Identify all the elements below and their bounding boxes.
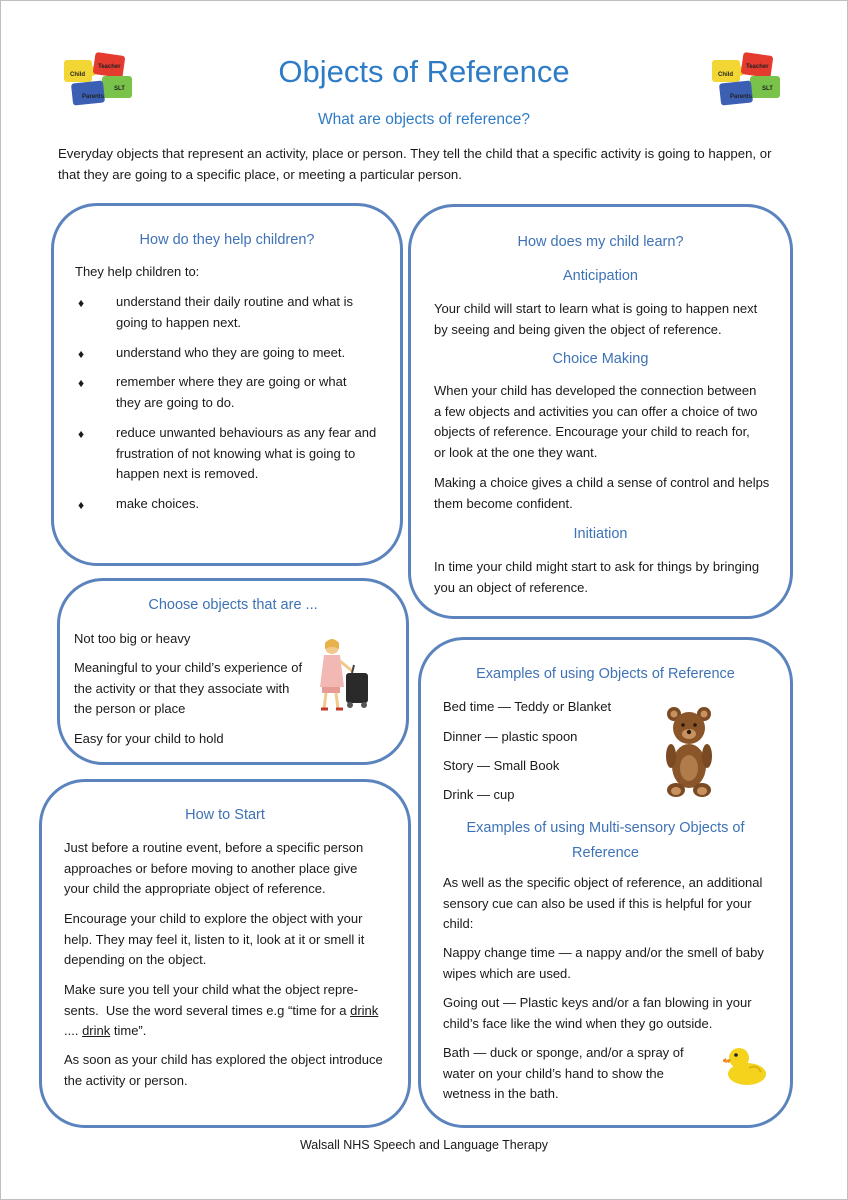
page-title: Objects of Reference xyxy=(278,54,570,89)
learn-heading: How does my child learn? xyxy=(517,234,684,250)
multisensory-item: Going out — Plastic keys and/or a fan blowing in your child’s face like the wind when they go outside. xyxy=(443,995,752,1031)
anticipation-text: Your child will start to learn what is going to happen next by seeing and being given the object of reference. xyxy=(434,301,758,337)
multisensory-item: Nappy change time — a nappy and/or the smell of baby wipes which are used. xyxy=(443,945,764,981)
rubber-duck-icon xyxy=(723,1042,769,1088)
bullet-icon: ♦ xyxy=(78,427,85,441)
logo-label-teacher: Teacher xyxy=(98,64,121,70)
choose-item: Not too big or heavy xyxy=(74,631,191,646)
multisensory-heading: Examples of using Multi-sensory Objects of Reference xyxy=(466,820,745,861)
choice-making-heading: Choice Making xyxy=(552,351,649,367)
example-item: Bed time — Teddy or Blanket xyxy=(443,699,612,714)
child-learn-box xyxy=(408,204,793,619)
teddy-bear-icon xyxy=(665,704,713,798)
anticipation-heading: Anticipation xyxy=(563,268,638,284)
help-children-box xyxy=(51,203,403,566)
woman-with-suitcase-icon xyxy=(312,637,376,713)
bullet-icon: ♦ xyxy=(78,347,85,361)
help-item: understand their daily routine and what is going to happen next. xyxy=(116,294,354,330)
logo-label-teacher: Teacher xyxy=(746,64,769,70)
example-item: Dinner — plastic spoon xyxy=(443,729,578,744)
choose-item: Easy for your child to hold xyxy=(74,731,224,746)
initiation-heading: Initiation xyxy=(573,526,628,542)
logo-label-slt: SLT xyxy=(762,86,773,92)
logo-label-child: Child xyxy=(70,72,85,78)
start-heading: How to Start xyxy=(185,807,265,823)
page-subtitle: What are objects of reference? xyxy=(318,111,530,128)
logo-label-parents: Parents xyxy=(82,94,105,100)
choose-item: Meaningful to your child’s experience of the activity or that they associate with the person or place xyxy=(74,660,303,716)
choice-making-text: When your child has developed the connection between a few objects and activities you can offer a choice of two objects of reference. Encourage your child to reach for, or look at the one they want. xyxy=(434,383,758,460)
example-item: Story — Small Book xyxy=(443,758,560,773)
intro-paragraph xyxy=(58,144,788,185)
choose-objects-box xyxy=(57,578,409,765)
footer-text: Walsall NHS Speech and Language Therapy xyxy=(299,1138,549,1152)
bullet-icon: ♦ xyxy=(78,296,85,310)
help-item: reduce unwanted behaviours as any fear and frustration of not knowing what is going to happen next is removed. xyxy=(116,425,377,481)
help-item: understand who they are going to meet. xyxy=(116,345,346,360)
logo-label-parents: Parents xyxy=(730,94,753,100)
start-paragraph: Encourage your child to explore the object with your help. They may feel it, listen to it, look at it or smell it depending on the object. xyxy=(64,911,365,967)
start-paragraph: Make sure you tell your child what the object repre- sents. Use the word several times e.g “time for a drink .... drink time”. xyxy=(64,982,379,1038)
initiation-text: In time your child might start to ask for things by bringing you an object of reference. xyxy=(434,559,760,595)
start-paragraph: As soon as your child has explored the object introduce the activity or person. xyxy=(64,1052,383,1088)
multisensory-intro: As well as the specific object of reference, an additional sensory cue can also be used if this is helpful for your child: xyxy=(443,875,763,931)
start-paragraph: Just before a routine event, before a specific person approaches or before moving to another place give your child the appropriate object of reference. xyxy=(64,840,364,896)
bullet-icon: ♦ xyxy=(78,376,85,390)
choice-making-text-2: Making a choice gives a child a sense of control and helps them become confident. xyxy=(434,475,770,511)
help-lead: They help children to: xyxy=(75,264,200,279)
multisensory-item: Bath — duck or sponge, and/or a spray of water on your child’s hand to show the wetness in the bath. xyxy=(443,1045,684,1101)
intro-line: Everyday objects that represent an activity, place or person. They tell the child that a specific activity is going to happen, or xyxy=(58,146,772,161)
help-item: remember where they are going or what they are going to do. xyxy=(116,374,347,410)
help-item: make choices. xyxy=(116,496,200,511)
example-item: Drink — cup xyxy=(443,787,515,802)
bullet-icon: ♦ xyxy=(78,498,85,512)
examples-box xyxy=(418,637,793,1128)
how-to-start-box xyxy=(39,779,411,1128)
intro-line: that they are going to a specific place, or meeting a particular person. xyxy=(58,166,462,182)
choose-heading: Choose objects that are ... xyxy=(148,597,318,613)
help-heading: How do they help children? xyxy=(139,232,315,248)
examples-heading: Examples of using Objects of Reference xyxy=(476,666,735,682)
logo-label-child: Child xyxy=(718,72,733,78)
logo-label-slt: SLT xyxy=(114,86,125,92)
